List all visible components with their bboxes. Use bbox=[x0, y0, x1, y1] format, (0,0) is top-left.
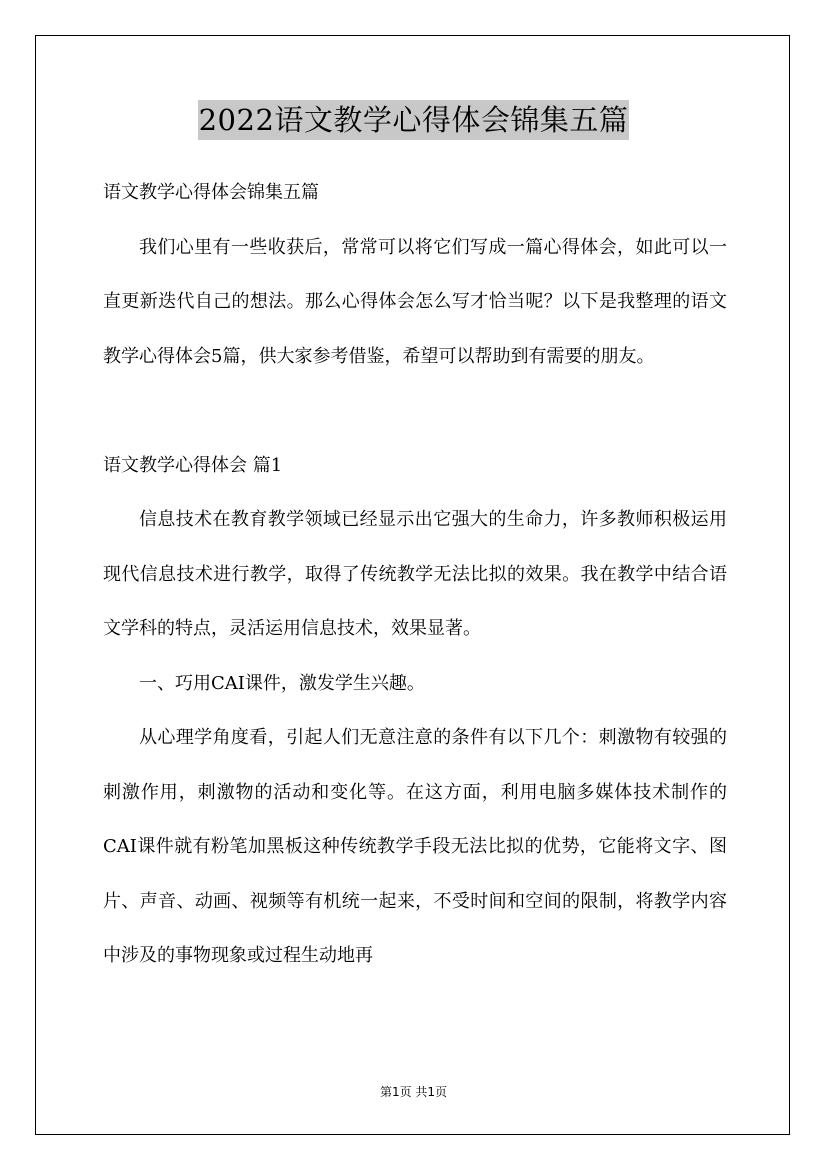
document-body bbox=[103, 166, 727, 984]
section-spacer bbox=[103, 384, 727, 439]
document-subtitle: 语文教学心得体会锦集五篇 bbox=[103, 182, 319, 203]
section-heading: 语文教学心得体会 篇1 bbox=[103, 454, 283, 476]
intro-paragraph: 我们心里有一些收获后，常常可以将它们写成一篇心得体会，如此可以一直更新迭代自己的想法。那么心得体会怎么写才恰当呢？以下是我整理的语文教学心得体会5篇，供大家参考借鉴，希望可以帮助到有需要的朋友。 bbox=[103, 236, 727, 367]
body-paragraph-1: 信息技术在教育教学领域已经显示出它强大的生命力，许多教师积极运用现代信息技术进行教学，取得了传统教学无法比拟的效果。我在教学中结合语文学科的特点，灵活运用信息技术，效果显著。 bbox=[103, 509, 727, 639]
page-footer: 第1页 共1页 bbox=[379, 1085, 448, 1099]
point-heading-1: 一、巧用CAI课件，激发学生兴趣。 bbox=[139, 672, 425, 694]
document-title: 2022语文教学心得体会锦集五篇 bbox=[198, 100, 630, 140]
title-container bbox=[0, 100, 827, 140]
body-paragraph-2: 从心理学角度看，引起人们无意注意的条件有以下几个：刺激物有较强的刺激作用，刺激物的活动和变化等。在这方面，利用电脑多媒体技术制作的CAI课件就有粉笔加黑板这种传统教学手段无法比拟的优势，它能将文字、图片、声音、动画、视频等有机统一起来，不受时间和空间的限制，将教学内容中涉及的事物现象或过程生动地再 bbox=[103, 727, 727, 966]
